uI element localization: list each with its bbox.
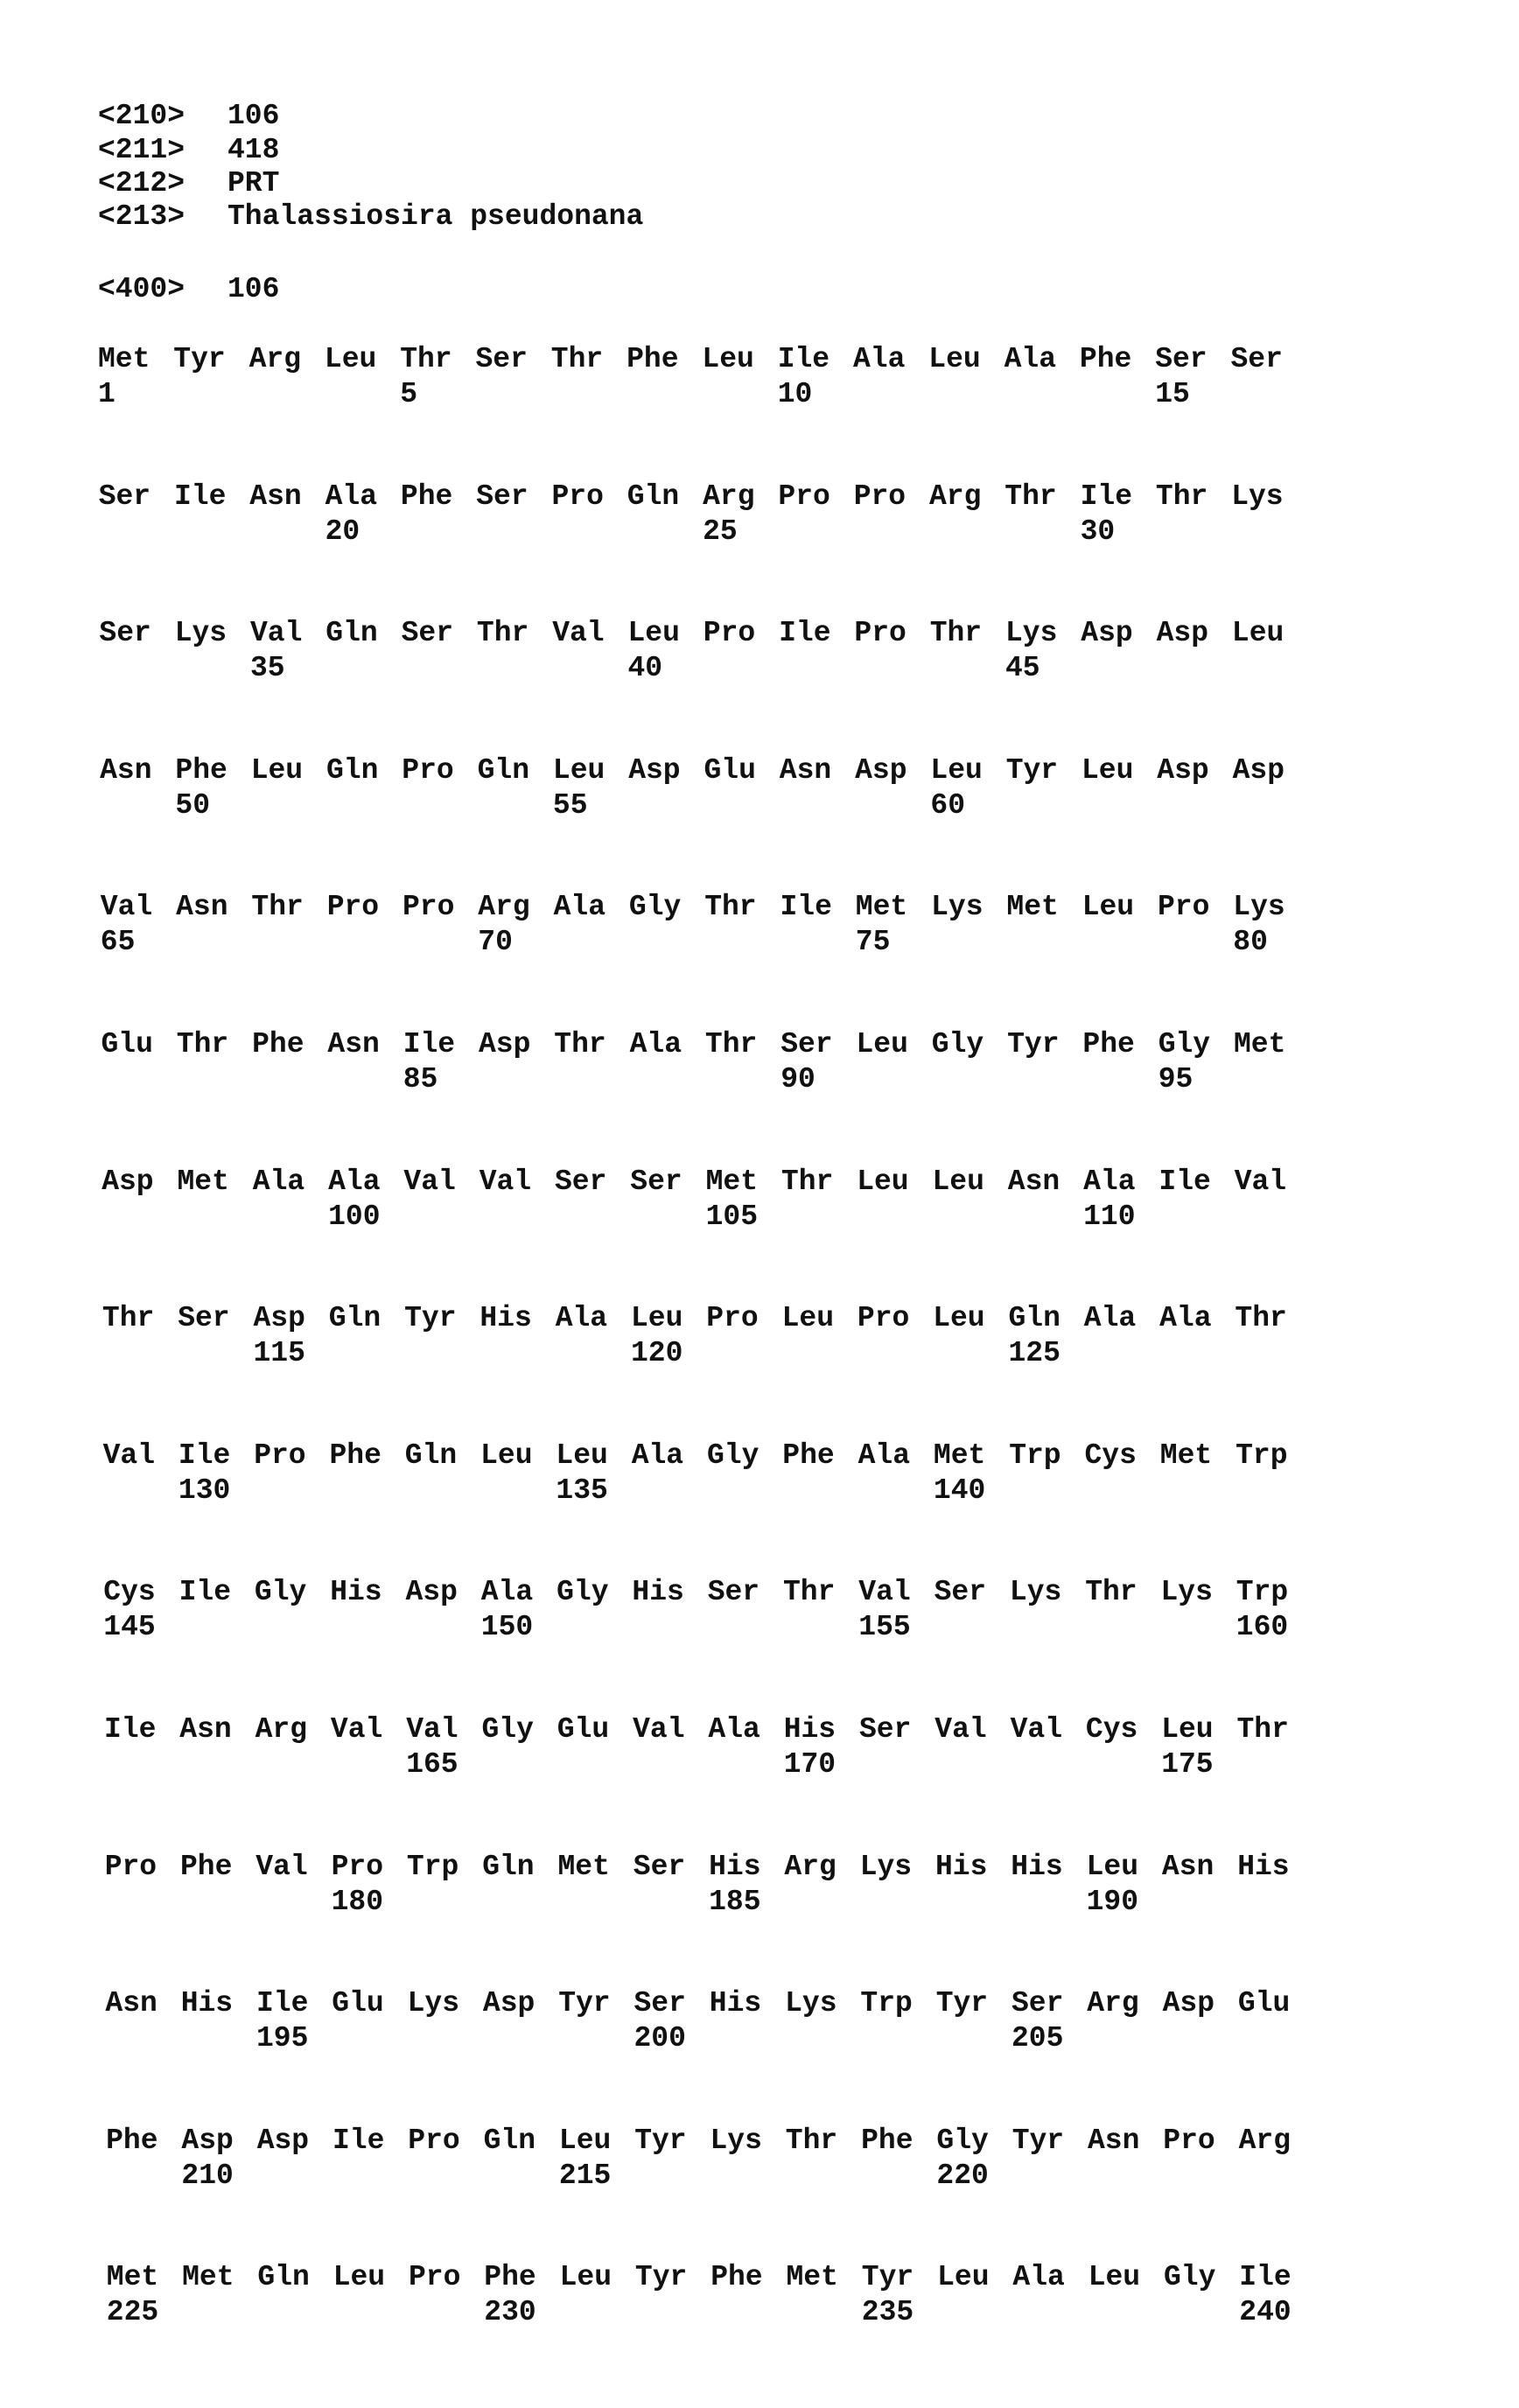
position-number: 20 [325,514,360,548]
residue: Gln [326,617,378,650]
position-number: 120 [631,1337,683,1370]
residue: Lys [174,617,228,650]
residue: Val [403,1165,456,1198]
residue: Lys [1233,891,1285,924]
residue: Ser [634,1987,686,2020]
residue: Thr [783,1576,836,1609]
residue: His [330,1576,382,1609]
residue: Leu [702,343,754,375]
residue: Thr [704,1028,758,1060]
position-number: 215 [558,2159,612,2192]
residue: Tyr [634,2261,688,2294]
position-number: 195 [256,2022,309,2055]
field-tag-400: <400> [98,273,186,305]
field-tag-213: <213> [98,200,186,233]
residue: Thr [1004,480,1057,513]
residue: Pro [857,1302,910,1335]
residue: Phe [1082,1028,1135,1060]
residue: Asp [405,1576,458,1609]
residue: Pro [551,480,604,513]
residue: His [783,1713,836,1746]
residue: Gln [257,2261,310,2294]
residue: Phe [175,753,228,787]
residue: Gln [477,753,530,787]
residue: Pro [706,1302,759,1335]
residue: Leu [558,2124,612,2157]
residue: Ser [555,1165,607,1198]
residue: Arg [478,891,530,924]
position-number: 35 [250,652,285,685]
residue: Ser [475,343,528,375]
residue: Lys [1009,1576,1062,1609]
residue: Val [1010,1713,1063,1746]
residue: Val [552,617,605,650]
position-number: 25 [703,514,738,548]
residue: Leu [250,753,304,787]
residue: Pro [331,1850,384,1883]
residue: Thr [704,891,757,924]
residue: Gln [483,2124,536,2157]
residue: Lys [931,891,984,924]
residue: Ser [1155,343,1208,375]
residue: Cys [1085,1713,1138,1746]
residue: Asp [479,1028,531,1060]
residue: Ile [256,1987,309,2020]
residue: Pro [853,480,906,513]
residue: Ala [708,1713,760,1746]
position-number: 130 [178,1474,231,1507]
position-number: 160 [1236,1611,1289,1644]
residue: His [1237,1850,1290,1883]
residue: Leu [928,343,981,375]
residue: Gly [936,2124,989,2157]
residue: Arg [784,1850,836,1883]
residue: Trp [1236,1438,1288,1472]
field-tag-211: <211> [98,134,186,166]
residue: Lys [859,1850,913,1883]
position-number: 5 [400,378,417,410]
residue: Met [98,343,150,375]
residue: Ala [252,1165,305,1198]
position-number: 235 [861,2296,914,2329]
residue: Gly [254,1576,307,1609]
residue: Leu [1086,1850,1139,1883]
residue: Asp [181,2124,234,2157]
residue: Leu [552,753,606,787]
residue: Glu [1237,1987,1291,2020]
residue: Pro [1158,891,1210,924]
residue: Ala [325,480,378,513]
residue: Ala [858,1438,911,1472]
residue: Lys [785,1987,837,2020]
field-value-sequence-number: 106 [228,273,280,305]
position-number: 190 [1086,1885,1139,1918]
residue: Glu [704,753,756,787]
residue: Asp [1157,753,1209,787]
residue: Val [250,617,303,650]
residue: Arg [248,343,302,375]
residue: Gln [1008,1302,1060,1335]
residue: Ala [631,1438,684,1472]
position-number: 115 [253,1337,305,1370]
residue: Val [102,1438,156,1472]
residue: Phe [1079,343,1132,375]
residue: Leu [332,2261,386,2294]
residue: Met [177,1165,229,1198]
residue: Glu [332,1987,384,2020]
residue: Thr [400,343,452,375]
residue: Ala [1159,1302,1212,1335]
residue: Gln [404,1438,458,1472]
residue: Val [633,1713,685,1746]
residue: Tyr [861,2261,914,2294]
residue: His [709,1987,762,2020]
position-number: 180 [331,1885,384,1918]
residue: Lys [710,2124,762,2157]
residue: Trp [1236,1576,1289,1609]
residue: Ser [934,1576,987,1609]
residue: Leu [933,1302,985,1335]
residue: Trp [1009,1438,1061,1472]
position-number: 80 [1233,926,1268,959]
residue: Ala [555,1302,608,1335]
position-number: 230 [484,2296,536,2329]
residue: Lys [1231,480,1284,513]
field-tag-212: <212> [98,167,186,200]
residue: Gln [626,480,680,513]
residue: Pro [104,1850,158,1883]
residue: His [480,1302,532,1335]
residue: Met [855,891,908,924]
residue: Leu [1161,1713,1214,1746]
residue: Asn [1088,2124,1140,2157]
residue: Ile [1158,1165,1211,1198]
residue: Arg [1087,1987,1139,2020]
position-number: 150 [480,1611,534,1644]
residue: Thr [554,1028,606,1060]
residue: Asn [176,891,228,924]
residue: His [935,1850,988,1883]
position-number: 55 [552,788,588,822]
residue: Leu [857,1165,909,1198]
position-number: 170 [783,1748,836,1781]
residue: Ala [853,343,906,375]
residue: Ile [178,1576,232,1609]
residue: Lys [1160,1576,1213,1609]
position-number: 30 [1080,514,1116,548]
residue: Gly [931,1028,984,1060]
residue: Ile [777,343,830,375]
position-number: 135 [556,1474,608,1507]
residue: Met [106,2261,159,2294]
residue: Phe [329,1438,382,1472]
residue: Thr [1236,1713,1289,1746]
residue: His [180,1987,234,2020]
residue: Arg [255,1713,308,1746]
residue: Asp [256,2124,310,2157]
residue: Thr [929,617,983,650]
field-value-type: PRT [228,167,280,200]
position-number: 40 [627,652,663,685]
residue: Val [330,1713,383,1746]
residue: Asp [102,1165,154,1198]
residue: Thr [550,343,604,375]
field-value-seq-id: 106 [228,100,280,132]
position-number: 155 [858,1611,911,1644]
residue: Val [479,1165,532,1198]
residue: Pro [254,1438,306,1472]
residue: Asp [1081,617,1133,650]
residue: Gly [481,1713,534,1746]
position-number: 90 [780,1063,816,1096]
residue: Tyr [404,1302,457,1335]
residue: Tyr [558,1987,611,2020]
position-number: 140 [933,1474,986,1507]
residue: Ser [476,480,528,513]
residue: Phe [782,1438,835,1472]
residue: Ala [328,1165,381,1198]
residue: Ile [1239,2261,1292,2294]
residue: Ala [553,891,606,924]
residue: Ser [98,480,151,513]
residue: Ile [174,480,227,513]
residue: Met [1159,1438,1213,1472]
residue: Asp [1162,1987,1215,2020]
residue: Thr [476,617,529,650]
residue: Ser [780,1028,833,1060]
residue: Phe [106,2124,158,2157]
residue: Leu [1082,891,1135,924]
residue: Leu [627,617,680,650]
residue: Met [1006,891,1059,924]
position-number: 145 [103,1611,156,1644]
residue: Asp [628,753,681,787]
residue: Ser [633,1850,686,1883]
residue: Thr [785,2124,838,2157]
residue: Val [934,1713,987,1746]
residue: Lys [407,1987,460,2020]
residue: Phe [400,480,453,513]
residue: Pro [703,617,756,650]
residue: Ser [401,617,454,650]
residue: Met [182,2261,234,2294]
residue: Ile [1080,480,1133,513]
residue: Glu [101,1028,153,1060]
residue: Tyr [1012,2124,1065,2157]
residue: Gly [1158,1028,1211,1060]
residue: Asp [1232,753,1285,787]
residue: Asn [1161,1850,1214,1883]
position-number: 125 [1008,1337,1060,1370]
residue: Met [933,1438,986,1472]
position-number: 205 [1012,2022,1064,2055]
residue: Thr [251,891,304,924]
residue: Asp [253,1302,305,1335]
position-number: 210 [181,2159,234,2192]
residue: Ala [1083,1302,1137,1335]
residue: Phe [180,1850,233,1883]
position-number: 95 [1158,1063,1194,1096]
residue: Met [557,1850,610,1883]
residue: Met [705,1165,759,1198]
residue: Asn [327,1028,380,1060]
residue: Asn [249,480,302,513]
residue: Val [406,1713,458,1746]
residue: Pro [409,2261,461,2294]
residue: Phe [861,2124,914,2157]
position-number: 200 [634,2022,686,2055]
residue: Ser [707,1576,760,1609]
residue: His [709,1850,761,1883]
residue: His [632,1576,684,1609]
residue: Leu [631,1302,683,1335]
residue: Asp [482,1987,536,2020]
residue: Ser [178,1302,230,1335]
residue: Arg [929,480,982,513]
residue: Asp [855,753,907,787]
residue: Ile [402,1028,456,1060]
residue: Gly [1164,2261,1216,2294]
residue: Ile [779,617,831,650]
residue: Ala [629,1028,682,1060]
residue: Leu [1082,753,1134,787]
residue: Leu [932,1165,984,1198]
residue: Leu [781,1302,835,1335]
residue: Tyr [935,1987,989,2020]
residue: Phe [626,343,679,375]
position-number: 105 [705,1200,759,1233]
position-number: 70 [478,926,513,959]
field-value-length: 418 [228,134,280,166]
position-number: 50 [175,788,210,822]
residue: Met [1234,1028,1286,1060]
position-number: 220 [936,2159,989,2192]
residue: Pro [402,753,454,787]
residue: Phe [710,2261,763,2294]
residue: Leu [1088,2261,1141,2294]
position-number: 60 [930,788,965,822]
position-number: 225 [106,2296,159,2329]
residue: His [1011,1850,1063,1883]
residue: Met [786,2261,838,2294]
residue: Pro [408,2124,460,2157]
residue: Val [256,1850,308,1883]
field-tag-210: <210> [98,100,186,132]
residue: Ala [480,1576,534,1609]
position-number: 10 [777,378,813,410]
residue: Ser [99,617,151,650]
residue: Leu [1231,617,1284,650]
residue: Pro [778,480,830,513]
residue: Asn [105,1987,158,2020]
residue: Pro [1163,2124,1215,2157]
position-number: 65 [100,926,136,959]
field-value-organism: Thalassiosira pseudonana [228,200,644,233]
residue: Gln [482,1850,535,1883]
position-number: 15 [1155,378,1190,410]
residue: Asn [1007,1165,1060,1198]
position-number: 85 [402,1063,438,1096]
residue: Ile [178,1438,231,1472]
position-number: 185 [709,1885,761,1918]
residue: Pro [326,891,380,924]
residue: Gln [328,1302,382,1335]
residue: Asn [779,753,832,787]
residue: Tyr [173,343,226,375]
residue: Cys [103,1576,156,1609]
position-number: 100 [328,1200,381,1233]
residue: Val [858,1576,911,1609]
residue: Gly [556,1576,609,1609]
residue: Thr [1155,480,1208,513]
residue: Ile [104,1713,157,1746]
residue: Ser [1012,1987,1064,2020]
residue: Arg [703,480,755,513]
residue: Ser [1230,343,1283,375]
residue: Leu [930,753,983,787]
residue: Cys [1084,1438,1137,1472]
residue: Leu [559,2261,612,2294]
residue: Ile [780,891,832,924]
residue: Leu [324,343,377,375]
residue: Phe [484,2261,536,2294]
residue: Ser [859,1713,912,1746]
residue: Trp [860,1987,913,2020]
residue: Tyr [1007,1028,1060,1060]
residue: Ser [630,1165,682,1198]
residue: Gln [326,753,379,787]
position-number: 1 [98,378,116,410]
position-number: 240 [1239,2296,1292,2329]
residue: Leu [556,1438,608,1472]
residue: Trp [406,1850,459,1883]
position-number: 110 [1083,1200,1136,1233]
residue: Thr [176,1028,229,1060]
position-number: 45 [1005,652,1040,685]
residue: Lys [1005,617,1058,650]
residue: Thr [102,1302,155,1335]
residue: Leu [480,1438,533,1472]
residue: Thr [1085,1576,1138,1609]
position-number: 165 [406,1748,458,1781]
residue: Asp [1156,617,1209,650]
residue: Arg [1238,2124,1292,2157]
residue: Glu [556,1713,610,1746]
position-number: 175 [1161,1748,1214,1781]
residue: Ala [1012,2261,1065,2294]
residue: Pro [854,617,906,650]
residue: Val [1234,1165,1287,1198]
residue: Asn [179,1713,232,1746]
residue: Leu [937,2261,990,2294]
residue: Thr [780,1165,834,1198]
residue: Leu [856,1028,908,1060]
residue: Thr [1235,1302,1287,1335]
residue: Tyr [634,2124,687,2157]
residue: Gly [707,1438,760,1472]
residue: Ile [332,2124,385,2157]
residue: Pro [402,891,455,924]
residue: Asn [100,753,152,787]
position-number: 75 [855,926,891,959]
residue: Tyr [1005,753,1059,787]
residue: Gly [628,891,682,924]
residue: Phe [252,1028,304,1060]
residue: Val [100,891,153,924]
residue: Ala [1004,343,1057,375]
residue: Ala [1083,1165,1136,1198]
